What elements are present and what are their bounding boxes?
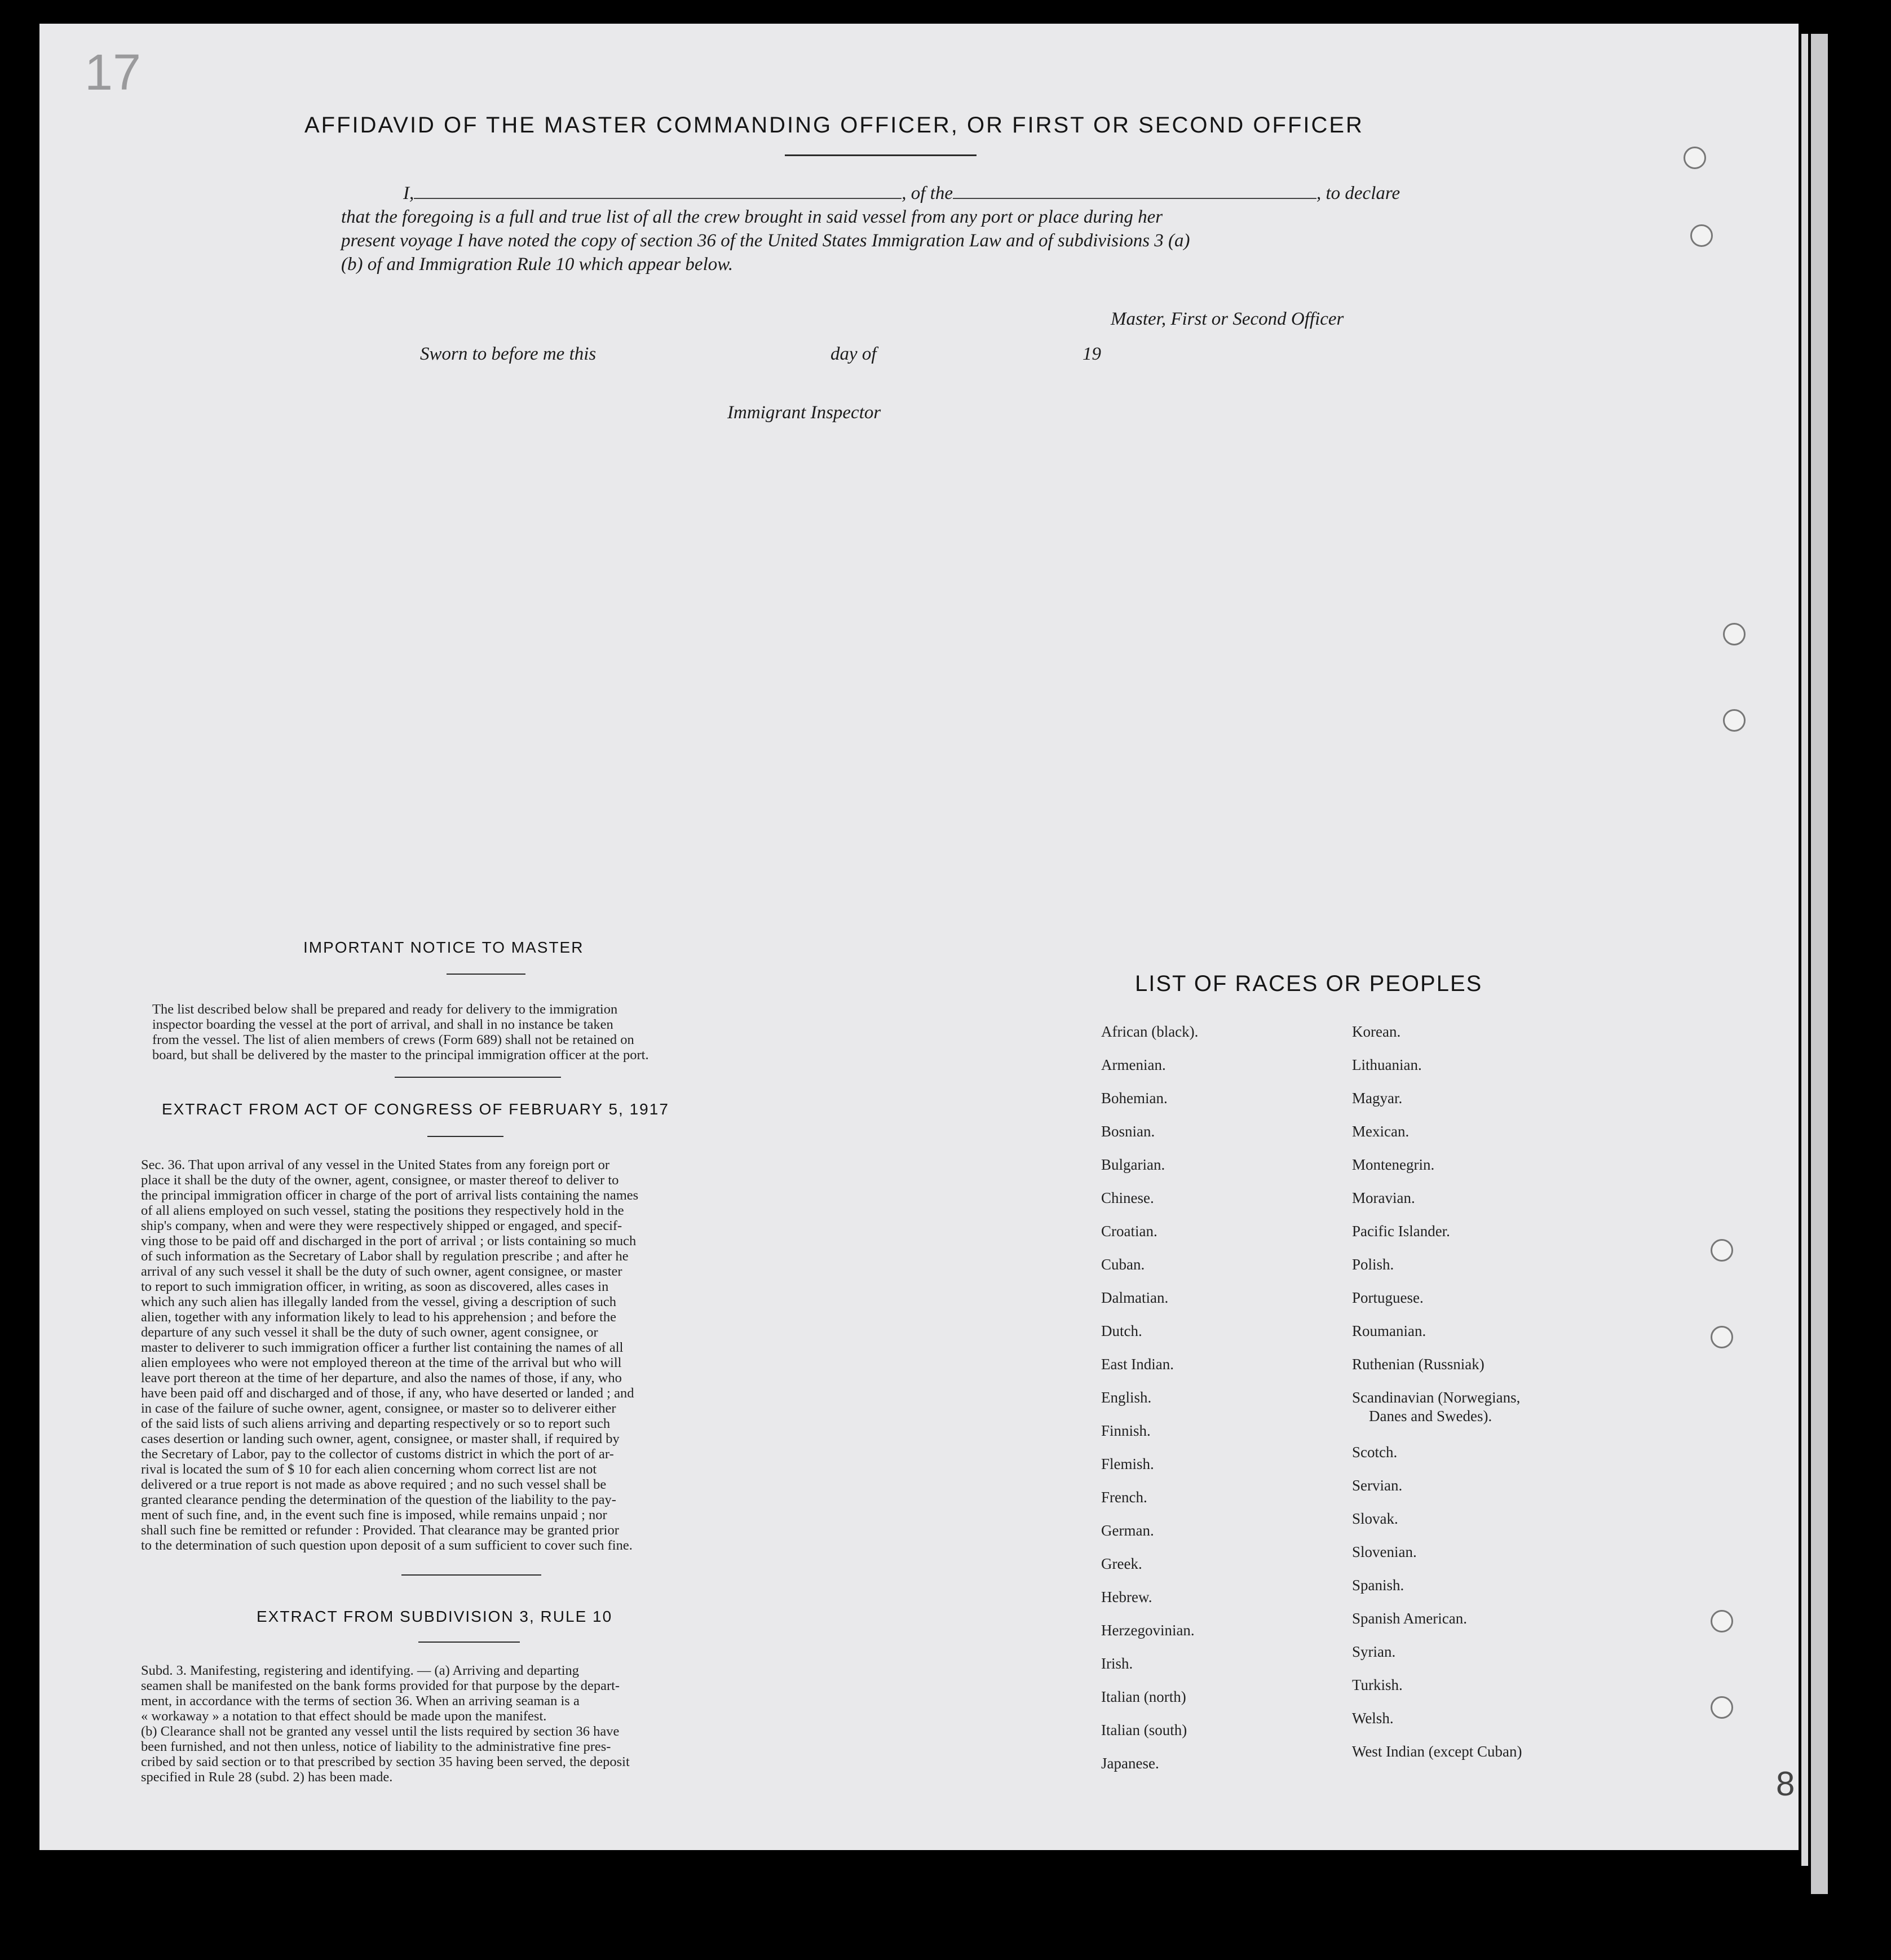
title-rule (785, 154, 977, 156)
act-line: alien employees who were not employed thereon at the time of the arrival but who will (141, 1355, 622, 1370)
act-line: have been paid off and discharged and of those, if any, who have deserted or landed ; and (141, 1386, 634, 1401)
officer-name-blank (414, 198, 902, 199)
sworn-label: Sworn to before me this (420, 344, 597, 364)
act-line: in case of the failure of suche owner, agent, consignee, or master so to deliverer either (141, 1401, 616, 1416)
binder-hole (1684, 147, 1706, 169)
race-item: Armenian. (1101, 1056, 1166, 1073)
race-item: Dutch. (1101, 1322, 1142, 1339)
rule-line: Subd. 3. Manifesting, registering and identifying. — (a) Arriving and departing (141, 1663, 580, 1678)
notice-line: from the vessel. The list of alien members of crews (Form 689) shall not be retained on (152, 1032, 634, 1047)
notice-heading: IMPORTANT NOTICE TO MASTER (303, 939, 584, 956)
sheet-edge-shadow (1811, 34, 1828, 1894)
act-line: granted clearance pending the determination of the question of the liability to the pay- (141, 1492, 616, 1507)
vessel-name-blank (953, 198, 1316, 199)
act-line: cases desertion or landing such owner, agent, consignee, or master shall, if required by (141, 1431, 620, 1446)
binder-hole (1690, 224, 1713, 247)
race-item: German. (1101, 1522, 1154, 1539)
race-item: Pacific Islander. (1352, 1223, 1450, 1240)
race-item: Moravian. (1352, 1189, 1415, 1206)
race-item: Scandinavian (Norwegians, (1352, 1389, 1521, 1406)
act-line: shall such fine be remitted or refunder : Provided. That clearance may be granted prior (141, 1523, 619, 1538)
act-line: ving those to be paid off and discharged in the port of arrival ; or lists containing so much (141, 1233, 637, 1249)
race-item: Welsh. (1352, 1710, 1394, 1727)
act-line: to report to such immigration officer, in writing, as soon as discovered, alles cases in (141, 1279, 609, 1294)
corner-number: 17 (85, 45, 142, 101)
document-sheet (39, 24, 1799, 1850)
race-item: Mexican. (1352, 1123, 1410, 1140)
affidavit-text (341, 182, 1421, 276)
rule-line: specified in Rule 28 (subd. 2) has been made. (141, 1769, 393, 1785)
act-line: to the determination of such question upon deposit of a sum sufficient to cover such fine. (141, 1538, 633, 1553)
race-item: Cuban. (1101, 1256, 1145, 1273)
race-item: Bohemian. (1101, 1090, 1168, 1107)
race-item: Japanese. (1101, 1755, 1159, 1772)
notice-rule (447, 974, 525, 975)
binder-hole (1711, 1326, 1733, 1348)
notice-line: board, but shall be delivered by the master to the principal immigration officer at the port. (152, 1047, 649, 1063)
race-item: Montenegrin. (1352, 1156, 1435, 1173)
act-line: rival is located the sum of $ 10 for each alien concerning whom correct list are not (141, 1462, 597, 1477)
race-item: Scotch. (1352, 1444, 1398, 1461)
race-item: Bulgarian. (1101, 1156, 1165, 1173)
race-item: Hebrew. (1101, 1589, 1152, 1605)
day-of-label: day of (830, 344, 877, 364)
affidavit-of-the: , of the (902, 183, 953, 203)
act-line: place it shall be the duty of the owner, agent, consignee, or master thereof to deliver to (141, 1173, 619, 1188)
affidavit-line-4: (b) of and Immigration Rule 10 which appear below. (341, 254, 734, 275)
affidavit-to-declare: , to declare (1316, 183, 1400, 203)
race-item: African (black). (1101, 1023, 1199, 1040)
affidavit-title: AFFIDAVID OF THE MASTER COMMANDING OFFICER, OR FIRST OR SECOND OFFICER (304, 113, 1364, 138)
notice-line: The list described below shall be prepared and ready for delivery to the immigration (152, 1002, 618, 1017)
race-item: Syrian. (1352, 1643, 1396, 1660)
race-item: Italian (south) (1101, 1722, 1187, 1738)
race-item: Croatian. (1101, 1223, 1157, 1240)
race-item: East Indian. (1101, 1356, 1174, 1373)
act-text (141, 1157, 795, 1553)
race-item: Irish. (1101, 1655, 1133, 1672)
binder-hole (1723, 709, 1746, 732)
act-heading: EXTRACT FROM ACT OF CONGRESS OF FEBRUARY 5, 1917 (162, 1100, 669, 1118)
act-line: of such information as the Secretary of Labor shall by regulation prescribe ; and after he (141, 1249, 629, 1264)
binder-hole (1711, 1610, 1733, 1632)
rule-line: (b) Clearance shall not be granted any vessel until the lists required by section 36 have (141, 1724, 620, 1739)
race-item: Polish. (1352, 1256, 1394, 1273)
race-item: Lithuanian. (1352, 1056, 1422, 1073)
sheet-edge (1801, 34, 1808, 1866)
binder-hole (1723, 623, 1746, 645)
binder-hole (1711, 1696, 1733, 1719)
rule-text (141, 1663, 795, 1785)
inspector-label: Immigrant Inspector (727, 402, 881, 423)
race-item: Italian (north) (1101, 1688, 1186, 1705)
race-item: Danes and Swedes). (1369, 1408, 1492, 1424)
rule-line: been furnished, and not then unless, notice of liability to the administrative fine pres- (141, 1739, 611, 1754)
act-line: of the said lists of such aliens arriving and departing respectively or so to report such (141, 1416, 611, 1431)
race-item: Flemish. (1101, 1455, 1154, 1472)
rule-line: ment, in accordance with the terms of section 36. When an arriving seaman is a (141, 1693, 580, 1709)
race-item: Servian. (1352, 1477, 1403, 1494)
notice-line: inspector boarding the vessel at the port of arrival, and shall in no instance be taken (152, 1017, 613, 1032)
act-line: ment of such fine, and, in the event such fine is imposed, while remains unpaid ; nor (141, 1507, 607, 1523)
rule-line: cribed by said section or to that prescribed by section 35 having been served, the deposit (141, 1754, 630, 1769)
races-heading: LIST OF RACES OR PEOPLES (1135, 971, 1483, 996)
race-item: Spanish American. (1352, 1610, 1467, 1627)
race-item: Ruthenian (Russniak) (1352, 1356, 1484, 1373)
act-line: arrival of any such vessel it shall be the duty of such owner, agent consignee, or master (141, 1264, 622, 1279)
rule-line: « workaway » a notation to that effect should be made upon the manifest. (141, 1709, 547, 1724)
act-rule (427, 1136, 503, 1137)
act-line: master to deliverer to such immigration officer a further list containing the names of all (141, 1340, 624, 1355)
race-item: English. (1101, 1389, 1152, 1406)
notice-text (152, 1002, 795, 1063)
race-item: Korean. (1352, 1023, 1401, 1040)
race-item: Spanish. (1352, 1577, 1404, 1594)
act-line: the Secretary of Labor, pay to the collector of customs district in which the port of ar- (141, 1446, 614, 1462)
race-item: Dalmatian. (1101, 1289, 1169, 1306)
act-divider (401, 1574, 541, 1576)
affidavit-line-2: that the foregoing is a full and true list of all the crew brought in said vessel from any port or place during her (341, 207, 1163, 227)
race-item: Slovak. (1352, 1510, 1398, 1527)
race-item: Chinese. (1101, 1189, 1154, 1206)
race-item: Bosnian. (1101, 1123, 1155, 1140)
affidavit-i: I, (403, 183, 414, 203)
race-item: Roumanian. (1352, 1322, 1426, 1339)
race-item: Turkish. (1352, 1676, 1403, 1693)
act-line: leave port thereon at the time of her departure, and also the names of those, if any, who (141, 1370, 622, 1386)
rule-heading: EXTRACT FROM SUBDIVISION 3, RULE 10 (257, 1608, 613, 1625)
act-line: which any such alien has illegally landed from the vessel, giving a description of such (141, 1294, 616, 1309)
act-line: Sec. 36. That upon arrival of any vessel in the United States from any foreign port or (141, 1157, 609, 1173)
race-item: Finnish. (1101, 1422, 1151, 1439)
race-item: Slovenian. (1352, 1543, 1417, 1560)
affidavit-line-3: present voyage I have noted the copy of section 36 of the United States Immigration Law and of subdivisions 3 (a) (341, 231, 1190, 251)
rule-rule (418, 1642, 520, 1643)
race-item: Herzegovinian. (1101, 1622, 1195, 1639)
master-signature-label: Master, First or Second Officer (1111, 309, 1344, 329)
binder-hole (1711, 1239, 1733, 1262)
act-line: alien, together with any information likely to lead to his apprehension ; and before the (141, 1309, 616, 1325)
act-line: the principal immigration officer in charge of the port of arrival lists containing the names (141, 1188, 639, 1203)
year-prefix: 19 (1083, 344, 1101, 364)
act-line: of all aliens employed on such vessel, stating the positions they respectively hold in the (141, 1203, 624, 1218)
race-item: French. (1101, 1489, 1147, 1506)
act-line: ship's company, when and were they were respectively shipped or engaged, and specif- (141, 1218, 622, 1233)
race-item: Magyar. (1352, 1090, 1403, 1107)
act-line: delivered or a true report is not made as above required ; and no such vessel shall be (141, 1477, 607, 1492)
race-item: West Indian (except Cuban) (1352, 1743, 1522, 1760)
act-line: departure of any such vessel it shall be the duty of such owner, agent consignee, or (141, 1325, 598, 1340)
affidavit-line-1 (341, 182, 1421, 205)
right-margin-number: 8 (1776, 1765, 1795, 1803)
race-item: Portuguese. (1352, 1289, 1424, 1306)
race-item: Greek. (1101, 1555, 1142, 1572)
notice-divider (395, 1077, 561, 1078)
rule-line: seamen shall be manifested on the bank forms provided for that purpose by the depart- (141, 1678, 620, 1693)
